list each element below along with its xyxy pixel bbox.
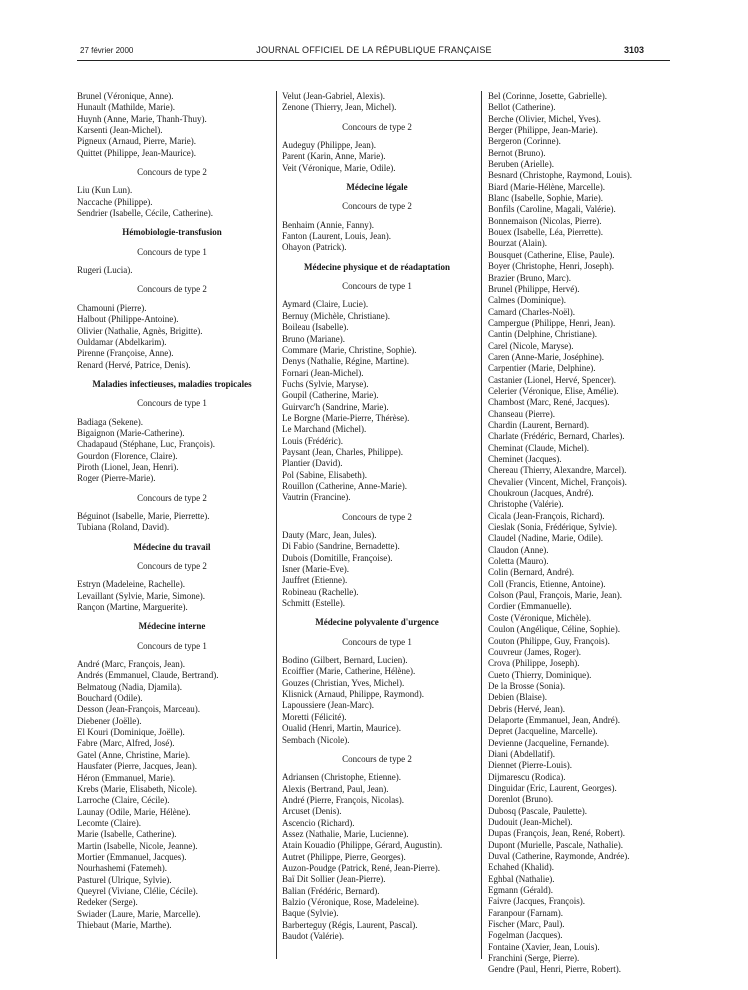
list-item: Balzio (Véronique, Rose, Madeleine). [282,896,419,907]
list-item: Gouzes (Christian, Yves, Michel). [282,677,405,688]
list-item: Bourzat (Alain). [488,238,547,249]
list-item: Le Marchand (Michel). [282,424,367,435]
list-item: Tubiana (Roland, David). [77,522,170,533]
list-item: Faivre (Jacques, François). [488,896,585,907]
list-item: Chambost (Marc, René, Jacques). [488,397,610,408]
list-item: Couton (Philippe, Guy, François). [488,635,610,646]
header-rule [77,60,670,61]
list-item: Lapoussiere (Jean-Marc). [282,700,374,711]
list-item: Autret (Philippe, Pierre, Georges). [282,851,406,862]
list-item: Berger (Philippe, Jean-Marie). [488,125,598,136]
list-item: Hunault (Mathilde, Marie). [77,102,175,113]
list-item: Bonfils (Caroline, Magali, Valérie). [488,204,616,215]
list-item: Huynh (Anne, Marie, Thanh-Thuy). [77,113,207,124]
list-item: Diebener (Joëlle). [77,715,142,726]
list-item: Assez (Nathalie, Marie, Lucienne). [282,828,409,839]
list-item: Piroth (Lionel, Jean, Henri). [77,461,179,472]
list-item: Martin (Isabelle, Nicole, Jeanne). [77,840,198,851]
list-item: Coll (Francis, Etienne, Antoine). [488,578,606,589]
list-item: Gourdon (Florence, Claire). [77,450,178,461]
list-item: Fabre (Marc, Alfred, José). [77,738,175,749]
list-item: André (Marc, François, Jean). [77,659,185,670]
list-item: Brazier (Bruno, Marc). [488,272,571,283]
list-item: Hausfater (Pierre, Jacques, Jean). [77,761,197,772]
list-item: Olivier (Nathalie, Agnès, Brigitte). [77,325,203,336]
list-item: Blanc (Isabelle, Sophie, Marie). [488,193,603,204]
list-item: Adriansen (Christophe, Etienne). [282,772,401,783]
list-item: Rançon (Martine, Marguerite). [77,602,188,613]
list-item: Andrés (Emmanuel, Claude, Bertrand). [77,670,219,681]
list-item: Pirenne (Françoise, Anne). [77,348,174,359]
list-item: Celerier (Véronique, Elise, Amélie). [488,385,619,396]
list-item: Franchini (Serge, Pierre). [488,953,580,964]
list-item: Cheminet (Jacques). [488,454,562,464]
list-item: Bouchard (Odile). [77,693,143,704]
list-item: Commare (Marie, Christine, Sophie). [282,344,417,355]
concours-heading: Concours de type 2 [137,284,207,295]
list-item: Isner (Marie-Eve). [282,564,349,575]
list-item: Launay (Odile, Marie, Hélène). [77,806,191,817]
list-item: Estryn (Madeleine, Rachelle). [77,579,185,590]
list-item: Berche (Olivier, Michel, Yves). [488,113,601,124]
header-title: JOURNAL OFFICIEL DE LA RÉPUBLIQUE FRANÇAISE [256,45,492,55]
list-item: Cieslak (Sonia, Frédérique, Sylvie). [488,522,617,533]
list-item: Coste (Véronique, Michèle). [488,612,591,623]
list-item: Renard (Hervé, Patrice, Denis). [77,359,191,370]
list-item: Bergeron (Corinne). [488,136,561,147]
list-item: Chardin (Laurent, Bernard). [488,419,589,430]
list-item: Castanier (Lionel, Hervé, Spencer). [488,374,616,385]
list-item: Denys (Nathalie, Régine, Martine). [282,356,409,367]
header-date: 27 février 2000 [80,46,134,55]
list-item: Claudel (Nadine, Marie, Odile). [488,533,603,544]
list-item: Chanseau (Pierre). [488,408,555,419]
list-item: Cordier (Emmanuelle). [488,601,572,612]
specialty-heading: Médecine légale [346,182,408,193]
list-item: Chamouni (Pierre). [77,302,147,313]
list-item: Dupas (François, Jean, René, Robert). [488,828,625,839]
list-item: Parent (Karin, Anne, Marie). [282,151,386,162]
page-header [0,0,748,70]
list-item: Barberteguy (Régis, Laurent, Pascal). [282,919,418,930]
list-item: Dorenlot (Bruno). [488,794,553,805]
list-item: Colson (Paul, François, Marie, Jean). [488,590,622,601]
list-item: Naccache (Philippe). [77,196,153,207]
list-item: Benhaim (Annie, Fanny). [282,219,374,230]
header-page-number: 3103 [624,45,645,55]
list-item: Sembach (Nicole). [282,734,350,745]
list-item: Depret (Jacqueline, Marcelle). [488,726,598,737]
list-item: Carpentier (Marie, Delphine). [488,363,596,374]
list-item: Bernot (Bruno). [488,147,546,158]
list-item: Ouldamar (Abdelkarim). [77,336,167,347]
list-item: Colin (Bernard, André). [488,567,574,578]
list-item: Paysant (Jean, Charles, Philippe). [282,446,403,457]
list-item: Guirvarc'h (Sandrine, Marie). [282,401,389,412]
list-item: Diennet (Pierre-Louis). [488,760,572,771]
list-item: Aymard (Claire, Lucie). [282,299,369,310]
list-item: Cicala (Jean-François, Richard). [488,510,605,521]
list-item: Chereau (Thierry, Alexandre, Marcel). [488,465,627,476]
list-item: Klisnick (Arnaud, Philippe, Raymond). [282,689,424,700]
list-item: Gatel (Anne, Christine, Marie). [77,749,190,760]
concours-heading: Concours de type 2 [342,511,412,522]
list-item: Balian (Frédéric, Bernard). [282,885,380,896]
list-item: Dubois (Domitille, Françoise). [282,552,393,563]
list-item: Campergue (Philippe, Henri, Jean). [488,317,616,328]
list-item: Caren (Anne-Marie, Joséphine). [488,351,604,362]
list-item: Carel (Nicole, Maryse). [488,340,574,351]
list-item: Liu (Kun Lun). [77,185,133,196]
concours-heading: Concours de type 1 [342,636,412,647]
list-item: Bonnemaison (Nicolas, Pierre). [488,215,602,226]
list-item: De la Brosse (Sonia). [488,680,565,691]
concours-heading: Concours de type 2 [342,753,412,764]
list-item: Larroche (Claire, Cécile). [77,795,170,806]
list-item: Claudon (Anne). [488,544,549,555]
concours-heading: Concours de type 1 [342,281,412,292]
list-item: Cantin (Delphine, Christiane). [488,329,597,340]
list-item: Baï Dit Sollier (Jean-Pierre). [282,874,386,885]
list-item: Halbout (Philippe-Antoine). [77,314,179,325]
list-item: Egmann (Gérald). [488,885,553,896]
list-item: Boyer (Christophe, Henri, Joseph). [488,261,614,272]
list-item: Dinguidar (Eric, Laurent, Georges). [488,782,617,793]
list-item: Boileau (Isabelle). [282,322,349,333]
list-item: Dijmarescu (Rodica). [488,771,566,782]
list-item: Dudouit (Jean-Michel). [488,817,573,827]
list-item: Desson (Jean-François, Marceau). [77,704,200,715]
list-item: Thiebaut (Marie, Marthe). [77,919,172,930]
list-item: Fontaine (Xavier, Jean, Louis). [488,941,600,952]
list-item: Bruno (Mariane). [282,333,345,344]
list-item: Dauty (Marc, Jean, Jules). [282,530,377,540]
concours-heading: Concours de type 2 [342,121,412,132]
list-item: Bouex (Isabelle, Léa, Pierrette). [488,227,603,238]
list-item: Louis (Frédéric). [282,435,343,446]
list-item: Ascencio (Richard). [282,817,355,828]
list-item: Moretti (Félicité). [282,711,347,722]
list-item: Swiader (Laure, Marie, Marcelle). [77,908,201,919]
list-item: Héron (Emmanuel, Marie). [77,772,175,783]
list-item: Plantier (David). [282,458,343,469]
list-item: Rouillon (Catherine, Anne-Marie). [282,480,407,491]
list-item: Redeker (Serge). [77,897,138,908]
list-item: Christophe (Valérie). [488,499,564,510]
concours-heading: Concours de type 2 [137,167,207,178]
list-item: Audeguy (Philippe, Jean). [282,140,376,151]
concours-heading: Concours de type 1 [137,640,207,651]
list-item: Bernuy (Michèle, Christiane). [282,310,390,321]
list-item: Brunel (Philippe, Hervé). [488,283,580,294]
specialty-heading: Médecine interne [138,621,206,632]
list-item: Karsenti (Jean-Michel). [77,125,163,136]
list-item: Goupil (Catherine, Marie). [282,390,379,401]
specialty-heading: Maladies infectieuses, maladies tropicales [92,378,252,389]
list-item: Bel (Corinne, Josette, Gabrielle). [488,91,607,101]
list-item: Veit (Véronique, Marie, Odile). [282,162,396,173]
list-item: Delaporte (Emmanuel, Jean, André). [488,714,620,725]
list-item: Crova (Philippe, Joseph). [488,658,580,669]
concours-heading: Concours de type 2 [137,492,207,503]
specialty-heading: Médecine polyvalente d'urgence [315,617,439,628]
list-item: Debien (Blaise). [488,692,547,703]
list-item: Diani (Abdellatif). [488,748,555,759]
list-item: Ecoiffier (Marie, Catherine, Hélène). [282,666,416,677]
list-item: Jauffret (Etienne). [282,575,348,586]
list-item: Camard (Charles-Noël). [488,306,575,317]
list-item: El Kouri (Dominique, Joëlle). [77,727,185,738]
list-item: Besnard (Christophe, Raymond, Louis). [488,170,632,181]
list-item: Couvreur (James, Roger). [488,646,581,657]
list-item: Quittet (Philippe, Jean-Maurice). [77,147,196,158]
list-item: Pol (Sabine, Elisabeth). [282,469,367,480]
list-item: Bousquet (Catherine, Elise, Paule). [488,249,615,260]
concours-heading: Concours de type 1 [137,246,207,257]
list-item: Sendrier (Isabelle, Cécile, Catherine). [77,208,213,219]
list-item: Fuchs (Sylvie, Maryse). [282,378,369,389]
column-3 [488,91,678,976]
list-item: Biard (Marie-Hélène, Marcelle). [488,181,605,192]
list-item: Bellot (Catherine). [488,102,556,113]
list-item: Faranpour (Farnam). [488,907,563,918]
list-item: Krebs (Marie, Elisabeth, Nicole). [77,783,197,794]
list-item: André (Pierre, François, Nicolas). [282,794,404,805]
list-item: Alexis (Bertrand, Paul, Jean). [282,783,389,794]
column-2 [282,91,472,942]
list-item: Atain Kouadio (Philippe, Gérard, Augustin). [282,840,443,851]
specialty-heading: Médecine physique et de réadaptation [304,261,450,272]
list-item: Lecomte (Claire). [77,817,141,828]
concours-heading: Concours de type 1 [137,398,207,409]
list-item: Baudot (Valérie). [282,931,344,941]
list-item: Chevalier (Vincent, Michel, François). [488,476,627,487]
list-item: Coulon (Angélique, Céline, Sophie). [488,624,620,635]
list-item: Bigaignon (Marie-Catherine). [77,427,185,438]
list-item: Vautrin (Francine). [282,492,351,503]
column-divider-2 [481,91,482,959]
list-item: Badiaga (Sekene). [77,416,143,427]
concours-heading: Concours de type 2 [137,561,207,571]
list-item: Auzon-Poudge (Patrick, René, Jean-Pierre). [282,862,440,873]
list-item: Le Borgne (Marie-Pierre, Thérèse). [282,412,410,423]
specialty-heading: Médecine du travail [133,541,211,552]
list-item: Mortier (Emmanuel, Jacques). [77,851,187,862]
list-item: Belmatoug (Nadia, Djamila). [77,681,182,692]
list-item: Ohayon (Patrick). [282,242,347,253]
list-item: Di Fabio (Sandrine, Bernadette). [282,541,400,552]
list-item: Levaillant (Sylvie, Marie, Simone). [77,590,205,601]
list-item: Brunel (Véronique, Anne). [77,91,174,101]
list-item: Coletta (Mauro). [488,556,549,567]
list-item: Gendre (Paul, Henri, Pierre, Robert). [488,964,621,975]
list-item: Pigneux (Arnaud, Pierre, Marie). [77,136,196,147]
column-divider-1 [276,91,277,959]
list-item: Cueto (Thierry, Dominique). [488,669,592,680]
list-item: Velut (Jean-Gabriel, Alexis). [282,91,385,101]
list-item: Charlate (Frédéric, Bernard, Charles). [488,431,625,442]
list-item: Echahed (Khalid). [488,862,554,873]
list-item: Eghbal (Nathalie). [488,873,555,884]
list-item: Dupont (Murielle, Pascale, Nathalie). [488,839,623,850]
list-item: Baque (Sylvie). [282,908,339,919]
list-item: Robineau (Rachelle). [282,586,359,597]
list-item: Queyrel (Viviane, Clélie, Cécile). [77,885,198,896]
list-item: Duval (Catherine, Raymonde, Andrée). [488,851,630,862]
list-item: Fischer (Marc, Paul). [488,919,565,930]
list-item: Béguinot (Isabelle, Marie, Pierrette). [77,510,210,521]
list-item: Fornari (Jean-Michel). [282,367,364,378]
list-item: Fogelman (Jacques). [488,930,563,941]
list-item: Rugeri (Lucia). [77,265,133,276]
list-item: Calmes (Dominique). [488,295,566,306]
list-item: Fanton (Laurent, Louis, Jean). [282,231,391,242]
list-item: Dubosq (Pascale, Paulette). [488,805,587,816]
concours-heading: Concours de type 2 [342,201,412,212]
list-item: Devienne (Jacqueline, Fernande). [488,737,609,748]
list-item: Roger (Pierre-Marie). [77,473,156,484]
list-item: Pasturel (Ulrique, Sylvie). [77,874,172,885]
list-item: Oualid (Henri, Martin, Maurice). [282,723,401,734]
list-item: Arcuset (Denis). [282,806,342,817]
specialty-heading: Hémobiologie-transfusion [122,227,222,238]
list-item: Schmitt (Estelle). [282,598,345,609]
column-1 [77,91,267,931]
list-item: Marie (Isabelle, Catherine). [77,829,177,840]
list-item: Cheminat (Claude, Michel). [488,442,589,453]
list-item: Choukroun (Jacques, André). [488,488,594,499]
list-item: Nourhashemi (Fatemeh). [77,863,167,874]
list-item: Beruben (Arielle). [488,159,554,170]
list-item: Chadapaud (Stéphane, Luc, François). [77,439,215,450]
list-item: Debris (Hervé, Jean). [488,703,565,714]
list-item: Zenone (Thierry, Jean, Michel). [282,102,397,113]
list-item: Bodino (Gilbert, Bernard, Lucien). [282,655,408,666]
